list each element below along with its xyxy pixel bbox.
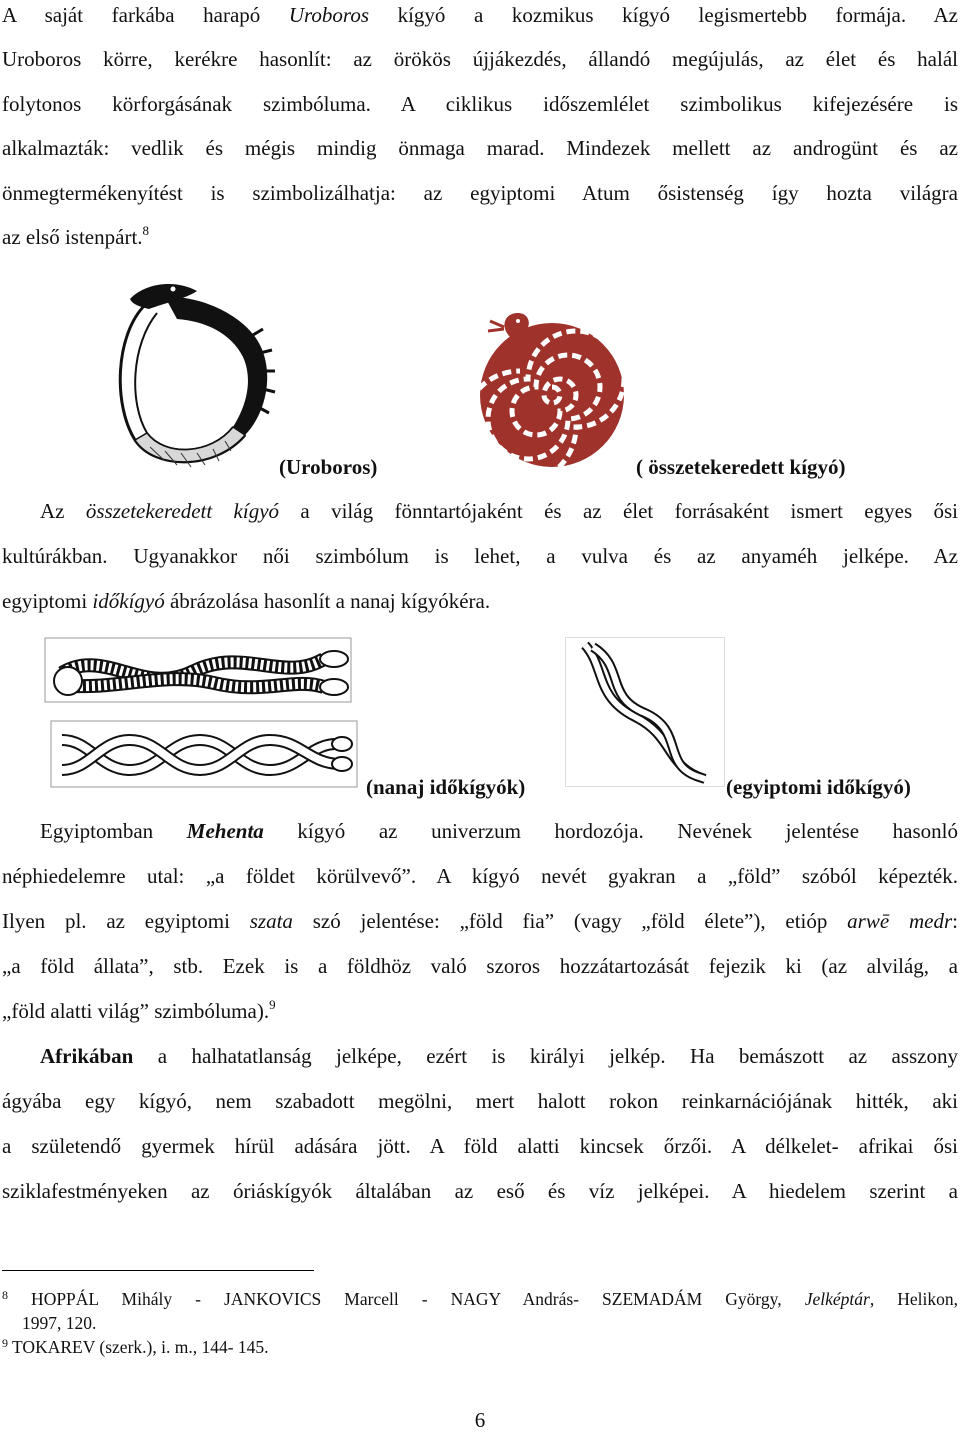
nanaj-snakes-bottom-illustration [50,720,358,788]
footnote-8-line-1: $^8$ HOPPÁL Mihály - JANKOVICS Marcell - NAGY András- SZEMADÁM György, Jelképtár, Helikon, [2,1288,958,1309]
p1-line-1: A saját farkába harapó Uroboros kígyó a kozmikus kígyó legismertebb formája. Az [2,3,958,27]
footnote-8-line-2: 1997, 120. [22,1313,97,1333]
footnote-ref-9: 9 [269,997,276,1012]
p1-line-4: alkalmazták: vedlik és mégis mindig önmaga marad. Mindezek mellett az androgünt és az [2,136,958,160]
page-number: 6 [474,1408,486,1432]
p3-line-2: néphiedelemre utal: „a földet körülvevő”. A kígyó nevét gyakran a „föld” szóból képezték. [2,864,958,888]
p1-line-6: az első istenpárt.$^8$ [2,223,150,249]
p3-line-3: Ilyen pl. az egyiptomi szata szó jelentése: „föld fia” (vagy „föld élete”), etióp arwē medr: [2,909,958,933]
p1-line-5: önmegtermékenyítést is szimbolizálhatja: az egyiptomi Atum ősistenség így hozta világra [2,181,958,205]
p3-line-4: „a föld állata”, stb. Ezek is a földhöz való szoros hozzátartozását fejezik ki (az alvilág, a [2,954,958,978]
caption-coiled-snake: ( összetekeredett kígyó) [636,455,846,479]
p2-line-2: kultúrákban. Ugyanakkor női szimbólum is lehet, a vulva és az anyaméh jelképe. Az [2,544,958,568]
p3-line-5: „föld alatti világ” szimbóluma).$^9$ [2,997,276,1023]
p3-line-1: Egyiptomban Mehenta kígyó az univerzum hordozója. Nevének jelentése hasonló [40,819,958,843]
uroboros-illustration [105,275,275,475]
p2-line-1: Az összetekeredett kígyó a világ fönntartójaként és az élet forrásaként ismert egyes ősi [40,499,958,523]
p4-line-1: Afrikában a halhatatlanság jelképe, ezért is királyi jelkép. Ha bemászott az asszony [40,1044,958,1068]
caption-uroboros: (Uroboros) [279,455,378,479]
footnote-separator [2,1270,314,1271]
caption-nanaj-snakes: (nanaj időkígyók) [366,775,526,799]
footnote-ref-8: 8 [142,223,150,238]
coiled-snake-illustration [470,305,630,475]
footnote-9: $^9$ TOKAREV (szerk.), i. m., 144- 145. [2,1336,269,1357]
p4-line-4: sziklafestményeken az óriáskígyók általában az eső és víz jelképei. A hiedelem szerint a [2,1179,958,1203]
p1-line-2: Uroboros körre, kerékre hasonlít: az örökös újjákezdés, állandó megújulás, az élet és halál [2,47,958,71]
p4-line-3: a születendő gyermek hírül adására jött. A föld alatti kincsek őrzői. A délkelet- afrikai ősi [2,1134,958,1158]
nanaj-snakes-top-illustration [44,637,352,703]
caption-egyptian-snake: (egyiptomi időkígyó) [726,775,911,799]
egyptian-time-snake-illustration [565,637,725,787]
p1-line-3: folytonos körforgásának szimbóluma. A ciklikus időszemlélet szimbolikus kifejezésére is [2,92,958,116]
p4-line-2: ágyába egy kígyó, nem szabadott megölni, mert halott rokon reinkarnációjának hitték, aki [2,1089,958,1113]
p2-line-3: egyiptomi időkígyó ábrázolása hasonlít a nanaj kígyókéra. [2,589,491,613]
